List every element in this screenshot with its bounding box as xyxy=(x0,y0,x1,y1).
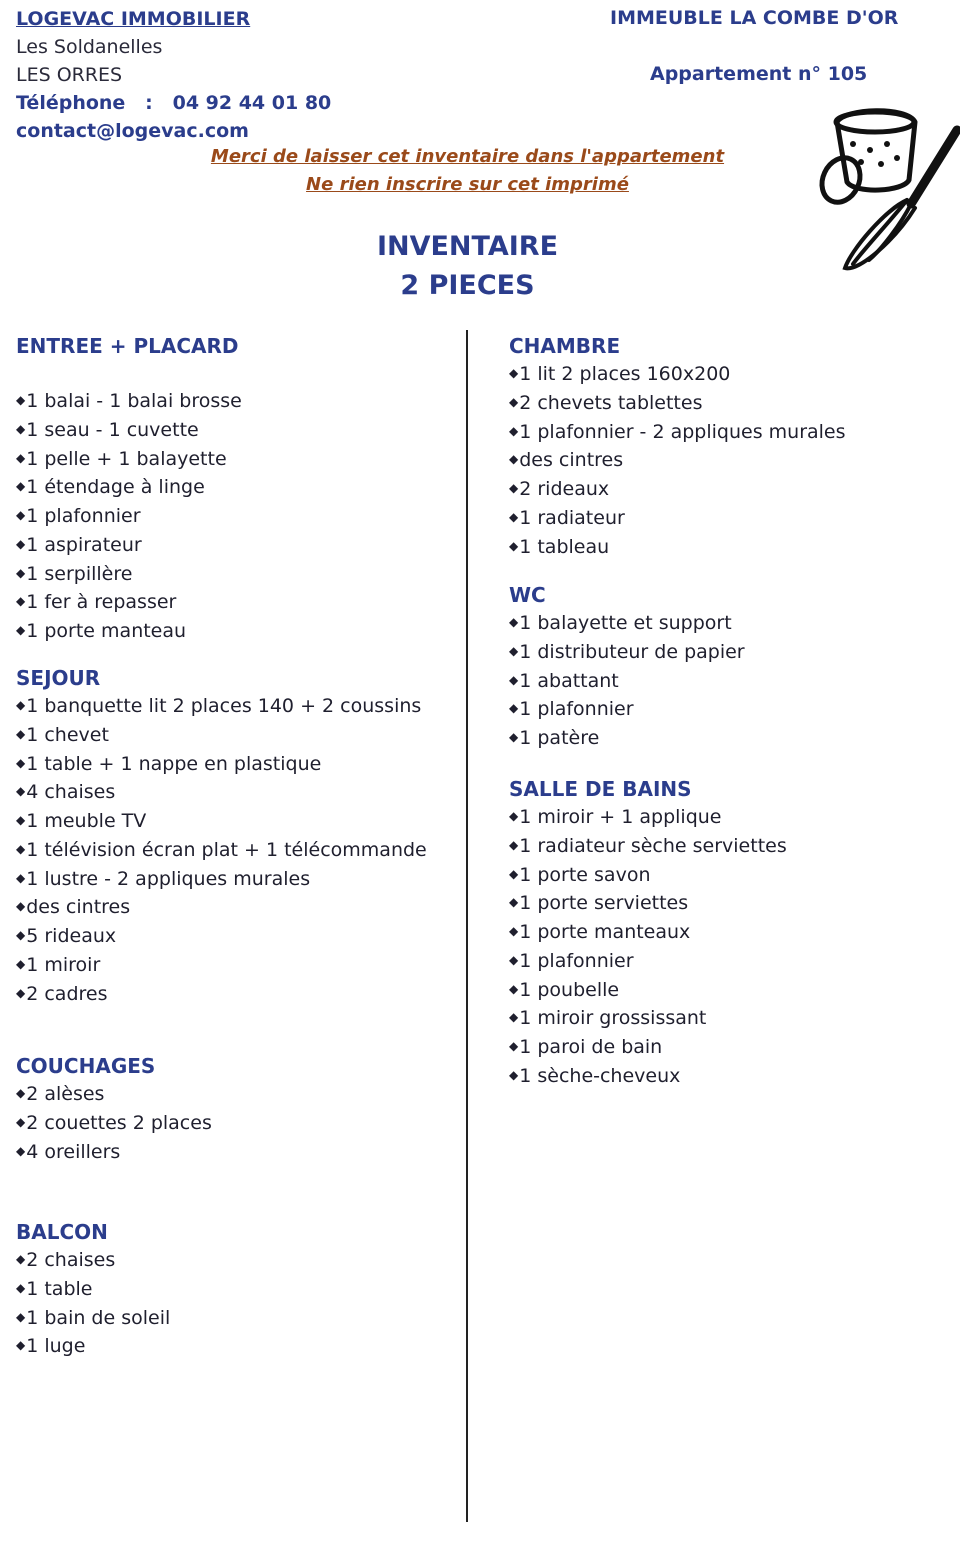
list-item xyxy=(509,861,787,890)
list-item xyxy=(16,617,242,646)
bullet-icon: ◆ xyxy=(509,837,519,852)
section-title: CHAMBRE xyxy=(509,334,621,358)
bullet-icon: ◆ xyxy=(509,509,519,524)
list-item xyxy=(509,609,745,638)
list-item xyxy=(16,721,427,750)
item-list xyxy=(16,692,427,1008)
bullet-icon: ◆ xyxy=(509,952,519,967)
bullet-icon: ◆ xyxy=(16,784,26,799)
list-item xyxy=(16,951,427,980)
notice-line-2: Ne rien inscrire sur cet imprimé xyxy=(306,174,629,195)
notice-line-1: Merci de laisser cet inventaire dans l'appartement xyxy=(210,146,725,167)
bullet-icon: ◆ xyxy=(16,508,26,522)
item-text: 1 poubelle xyxy=(519,978,620,1001)
item-text: 1 bain de soleil xyxy=(26,1306,171,1329)
list-item xyxy=(16,502,242,531)
list-item xyxy=(16,1109,212,1138)
section-wc xyxy=(509,581,745,753)
bullet-icon: ◆ xyxy=(16,928,26,942)
bullet-icon: ◆ xyxy=(16,623,26,637)
list-item xyxy=(509,360,846,389)
bullet-icon: ◆ xyxy=(509,538,519,553)
list-item xyxy=(16,1138,212,1167)
bullet-icon: ◆ xyxy=(16,813,26,827)
list-item xyxy=(509,947,787,976)
item-text: 1 étendage à linge xyxy=(26,476,205,499)
bullet-icon: ◆ xyxy=(16,1114,26,1129)
building-name: IMMEUBLE LA COMBE D'OR xyxy=(610,7,899,29)
bullet-icon: ◆ xyxy=(16,726,26,741)
item-text: 1 miroir + 1 applique xyxy=(519,806,722,828)
item-text: 1 sèche-cheveux xyxy=(519,1064,681,1087)
item-list xyxy=(16,1246,170,1361)
item-list xyxy=(509,803,787,1091)
list-item xyxy=(509,504,846,533)
item-text: des cintres xyxy=(26,896,131,919)
item-text: 4 oreillers xyxy=(26,1140,121,1163)
bullet-icon: ◆ xyxy=(16,755,26,770)
bullet-icon: ◆ xyxy=(509,366,519,380)
bullet-icon: ◆ xyxy=(16,450,26,465)
bullet-icon: ◆ xyxy=(16,536,26,551)
bullet-icon: ◆ xyxy=(509,981,519,996)
bullet-icon: ◆ xyxy=(509,809,519,823)
item-text: 1 aspirateur xyxy=(26,533,142,556)
list-item xyxy=(509,667,745,696)
item-text: 1 luge xyxy=(26,1335,86,1358)
list-item xyxy=(509,976,787,1005)
bullet-icon: ◆ xyxy=(16,1280,26,1295)
section-title: SALLE DE BAINS xyxy=(509,777,692,801)
list-item xyxy=(509,918,787,947)
list-item xyxy=(509,418,846,447)
item-text: 1 abattant xyxy=(519,669,619,692)
bullet-icon: ◆ xyxy=(509,701,519,716)
kitchen-utensils-icon xyxy=(815,100,960,280)
list-item xyxy=(16,473,242,502)
column-divider xyxy=(466,330,468,1522)
item-text: 1 radiateur xyxy=(519,506,625,529)
list-item xyxy=(509,533,846,562)
list-item xyxy=(16,416,242,445)
bullet-icon: ◆ xyxy=(16,956,26,971)
bullet-icon: ◆ xyxy=(16,479,26,494)
item-text: 2 chaises xyxy=(26,1249,116,1271)
item-text: 1 lit 2 places 160x200 xyxy=(519,363,731,385)
item-text: 2 cadres xyxy=(26,982,108,1005)
bullet-icon: ◆ xyxy=(16,698,26,712)
bullet-icon: ◆ xyxy=(16,985,26,1000)
list-item xyxy=(509,832,787,861)
page-title: INVENTAIRE xyxy=(376,231,559,262)
list-item xyxy=(16,1332,170,1361)
list-item xyxy=(16,865,427,894)
item-text: 1 porte manteau xyxy=(26,620,187,642)
address-line-1: Les Soldanelles xyxy=(16,36,163,58)
section-title: BALCON xyxy=(16,1220,108,1244)
bullet-icon: ◆ xyxy=(16,421,26,436)
item-text: 5 rideaux xyxy=(26,925,117,947)
item-text: 1 porte manteaux xyxy=(519,921,691,943)
list-item xyxy=(509,724,745,753)
list-item xyxy=(16,1304,170,1333)
item-text: 1 pelle + 1 balayette xyxy=(26,447,227,470)
address-line-2: LES ORRES xyxy=(16,64,123,86)
section-entree xyxy=(16,332,242,646)
list-item xyxy=(509,1033,787,1062)
bullet-icon: ◆ xyxy=(509,924,519,938)
bullet-icon: ◆ xyxy=(16,565,26,580)
section-sejour xyxy=(16,664,427,1008)
section-title: SEJOUR xyxy=(16,666,101,690)
item-text: 1 plafonnier - 2 appliques murales xyxy=(519,420,846,443)
item-text: 1 distributeur de papier xyxy=(519,640,745,663)
item-list xyxy=(509,609,745,753)
bullet-icon: ◆ xyxy=(16,393,26,407)
bullet-icon: ◆ xyxy=(16,1338,26,1353)
item-text: 2 couettes 2 places xyxy=(26,1111,212,1134)
list-item xyxy=(16,807,427,836)
item-text: 1 plafonnier xyxy=(26,505,141,527)
list-item xyxy=(16,588,242,617)
list-item xyxy=(16,980,427,1009)
bullet-icon: ◆ xyxy=(509,895,519,910)
item-text: 1 meuble TV xyxy=(26,810,147,832)
bullet-icon: ◆ xyxy=(509,730,519,744)
section-title: COUCHAGES xyxy=(16,1054,156,1078)
bullet-icon: ◆ xyxy=(509,481,519,495)
list-item xyxy=(16,1246,170,1275)
item-text: 2 alèses xyxy=(26,1083,105,1105)
list-item xyxy=(16,836,427,865)
list-item xyxy=(509,446,846,475)
item-text: 1 tableau xyxy=(519,535,610,558)
bullet-icon: ◆ xyxy=(509,643,519,658)
list-item xyxy=(509,803,787,832)
item-text: 1 plafonnier xyxy=(519,949,634,972)
bullet-icon: ◆ xyxy=(16,594,26,609)
bullet-icon: ◆ xyxy=(16,1143,26,1158)
bullet-icon: ◆ xyxy=(509,866,519,881)
item-text: 1 patère xyxy=(519,727,600,749)
bullet-icon: ◆ xyxy=(16,870,26,885)
company-name: LOGEVAC IMMOBILIER xyxy=(16,8,251,30)
bullet-icon: ◆ xyxy=(16,1086,26,1100)
item-list xyxy=(509,360,846,561)
bullet-icon: ◆ xyxy=(509,452,519,467)
item-list xyxy=(16,1080,212,1166)
bullet-icon: ◆ xyxy=(509,423,519,438)
bullet-icon: ◆ xyxy=(509,1039,519,1053)
bullet-icon: ◆ xyxy=(16,899,26,914)
page-subtitle: 2 PIECES xyxy=(400,270,535,301)
item-text: 1 paroi de bain xyxy=(519,1036,663,1058)
item-text: 2 chevets tablettes xyxy=(519,391,703,414)
section-title: ENTREE + PLACARD xyxy=(16,334,239,358)
item-text: 1 banquette lit 2 places 140 + 2 coussins xyxy=(26,695,422,717)
item-text: 2 rideaux xyxy=(519,478,610,500)
list-item xyxy=(509,389,846,418)
section-title: WC xyxy=(509,583,546,607)
bullet-icon: ◆ xyxy=(509,672,519,687)
list-item xyxy=(16,692,427,721)
item-text: des cintres xyxy=(519,449,624,472)
list-item xyxy=(16,387,242,416)
section-chambre xyxy=(509,332,846,561)
item-text: 1 table + 1 nappe en plastique xyxy=(26,752,322,775)
bullet-icon: ◆ xyxy=(509,1067,519,1082)
list-item xyxy=(16,560,242,589)
item-text: 1 porte savon xyxy=(519,863,651,886)
item-text: 1 plafonnier xyxy=(519,698,634,721)
item-list xyxy=(16,387,242,646)
list-item xyxy=(509,695,745,724)
bullet-icon: ◆ xyxy=(16,841,26,856)
item-text: 1 balai - 1 balai brosse xyxy=(26,390,242,412)
item-text: 1 serpillère xyxy=(26,562,133,585)
list-item xyxy=(16,893,427,922)
item-text: 1 radiateur sèche serviettes xyxy=(519,834,787,857)
item-text: 1 porte serviettes xyxy=(519,892,689,915)
item-text: 1 lustre - 2 appliques murales xyxy=(26,867,311,890)
list-item xyxy=(509,475,846,504)
list-item xyxy=(509,889,787,918)
list-item xyxy=(509,1004,787,1033)
item-text: 1 chevet xyxy=(26,723,109,746)
list-item xyxy=(509,638,745,667)
list-item xyxy=(16,531,242,560)
item-text: 1 télévision écran plat + 1 télécommande xyxy=(26,838,427,861)
list-item xyxy=(16,445,242,474)
list-item xyxy=(509,1062,787,1091)
bullet-icon: ◆ xyxy=(16,1252,26,1266)
phone-number: Téléphone : 04 92 44 01 80 xyxy=(16,92,332,114)
apartment-number: Appartement n° 105 xyxy=(650,63,868,85)
item-text: 1 miroir grossissant xyxy=(519,1007,707,1030)
section-couchages xyxy=(16,1052,212,1166)
section-balcon xyxy=(16,1218,170,1361)
list-item xyxy=(16,750,427,779)
bullet-icon: ◆ xyxy=(509,394,519,409)
bullet-icon: ◆ xyxy=(509,615,519,629)
list-item xyxy=(16,1275,170,1304)
item-text: 1 seau - 1 cuvette xyxy=(26,418,199,441)
list-item xyxy=(16,1080,212,1109)
item-text: 1 balayette et support xyxy=(519,612,732,634)
item-text: 1 table xyxy=(26,1277,93,1300)
bullet-icon: ◆ xyxy=(16,1309,26,1324)
item-text: 4 chaises xyxy=(26,781,116,804)
bullet-icon: ◆ xyxy=(509,1010,519,1025)
list-item xyxy=(16,922,427,951)
section-salle-de-bains xyxy=(509,775,787,1091)
list-item xyxy=(16,778,427,807)
item-text: 1 fer à repasser xyxy=(26,591,177,614)
email-address: contact@logevac.com xyxy=(16,120,249,142)
item-text: 1 miroir xyxy=(26,953,101,976)
